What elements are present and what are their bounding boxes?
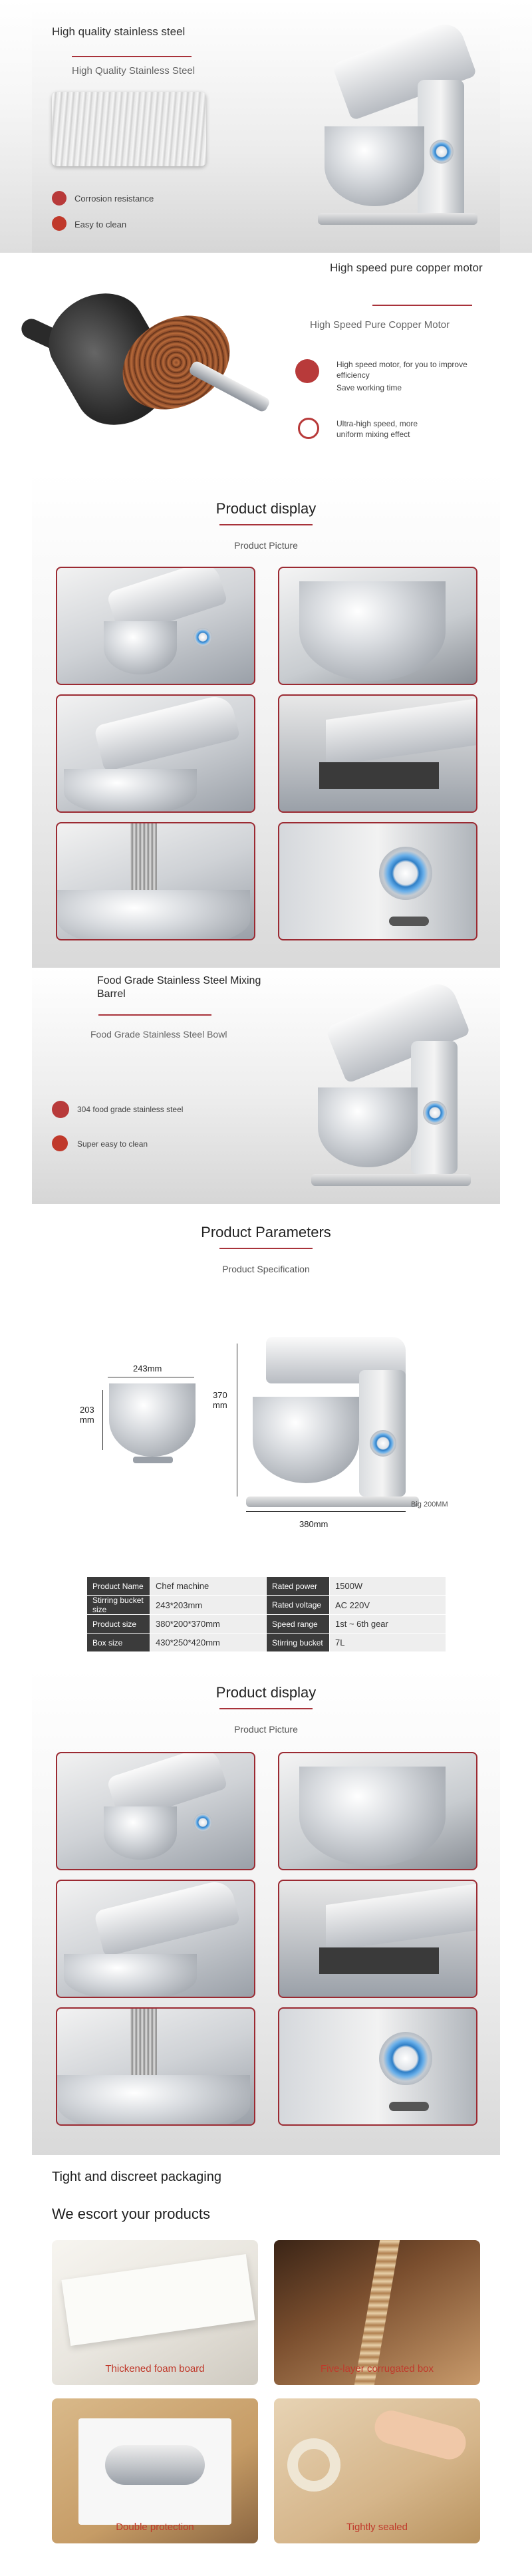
machine-height-label: 370 mm [213, 1390, 227, 1410]
param-name: Stirring bucket size [87, 1596, 150, 1615]
section-title: High speed pure copper motor [330, 261, 483, 274]
param-value: 430*250*420mm [150, 1634, 267, 1652]
product-photo [56, 694, 255, 813]
section-subtitle: Product Picture [234, 540, 298, 551]
copper-motor-image [20, 279, 273, 446]
section-parameters [0, 1204, 532, 1669]
packaging-photo [52, 2240, 258, 2385]
section-title: Tight and discreet packaging [52, 2170, 221, 2184]
section-title: Product Parameters [201, 1224, 331, 1240]
product-photo [278, 1880, 477, 1998]
section-title: High quality stainless steel [52, 25, 186, 38]
big-dimension-label: Big 200MM [411, 1501, 448, 1508]
steel-icon [52, 1101, 69, 1118]
packaging-label: Double protection [116, 2521, 194, 2533]
section-title: Product display [215, 1684, 317, 1701]
param-value: Chef machine [150, 1577, 267, 1596]
feature-text: Easy to clean [74, 219, 127, 229]
section-subtitle: Product Picture [234, 1724, 298, 1735]
packaging-label: Thickened foam board [105, 2363, 205, 2374]
param-value: 7L [330, 1634, 446, 1652]
table-row [87, 1615, 446, 1634]
divider [372, 305, 472, 306]
product-photo [56, 1880, 255, 1998]
param-name: Box size [87, 1634, 150, 1652]
product-photo [56, 567, 255, 685]
feature-text: 304 food grade stainless steel [77, 1105, 184, 1114]
product-photo [278, 822, 477, 940]
bowl-dimension-diagram [80, 1363, 226, 1483]
product-photo [56, 1752, 255, 1870]
param-name: Rated voltage [267, 1596, 330, 1615]
param-name: Product Name [87, 1577, 150, 1596]
packaging-label: Five-layer corrugated box [320, 2363, 434, 2374]
check-icon [298, 418, 319, 439]
divider [72, 56, 192, 57]
param-name: Product size [87, 1615, 150, 1634]
product-photo [56, 822, 255, 940]
gear-icon [52, 191, 66, 206]
section-title: Food Grade Stainless Steel Mixing Barrel [97, 975, 261, 1000]
param-value: 1st ~ 6th gear [330, 1615, 446, 1634]
machine-width-label: 380mm [299, 1519, 329, 1529]
product-photo [278, 567, 477, 685]
divider [98, 1014, 211, 1016]
table-row [87, 1634, 446, 1652]
section-subtitle: We escort your products [52, 2206, 211, 2222]
section-subtitle: Food Grade Stainless Steel Bowl [90, 1029, 227, 1040]
packaging-photo [52, 2398, 258, 2543]
feature-text-secondary: uniform mixing effect [336, 430, 410, 439]
packaging-label: Tightly sealed [346, 2521, 408, 2533]
product-photo [278, 1752, 477, 1870]
bowl-height-label: 203 mm [80, 1405, 94, 1425]
section-product-display-1 [0, 472, 532, 968]
divider [219, 1708, 313, 1709]
stand-mixer-image [318, 27, 484, 226]
section-product-display-2 [0, 1669, 532, 2155]
parameters-table [86, 1576, 446, 1652]
table-row [87, 1596, 446, 1615]
stainless-steel-sample [52, 92, 206, 166]
stand-mixer-image [311, 994, 477, 1194]
product-photo [278, 2007, 477, 2126]
param-value: 243*203mm [150, 1596, 267, 1615]
packaging-photo [274, 2240, 480, 2385]
section-subtitle: High Speed Pure Copper Motor [310, 319, 450, 331]
gear-icon [295, 359, 319, 383]
param-name: Speed range [267, 1615, 330, 1634]
param-value: 1500W [330, 1577, 446, 1596]
feature-text-secondary: Save working time [336, 383, 402, 392]
divider [219, 524, 313, 525]
product-photo [56, 2007, 255, 2126]
product-photo [278, 694, 477, 813]
param-name: Stirring bucket [267, 1634, 330, 1652]
table-row [87, 1577, 446, 1596]
section-title: Product display [215, 500, 317, 517]
param-value: 380*200*370mm [150, 1615, 267, 1634]
drop-icon [52, 1135, 68, 1151]
section-mixing-bowl [0, 968, 532, 1204]
feature-text: Corrosion resistance [74, 194, 154, 204]
section-subtitle: Product Specification [222, 1264, 310, 1274]
section-copper-motor [0, 253, 532, 472]
param-value: AC 220V [330, 1596, 446, 1615]
packaging-photo [274, 2398, 480, 2543]
drop-icon [52, 216, 66, 231]
machine-dimension-diagram [213, 1330, 466, 1523]
divider [219, 1248, 313, 1249]
bowl-width-label: 243mm [133, 1363, 162, 1373]
feature-text: Super easy to clean [77, 1139, 148, 1149]
section-subtitle: High Quality Stainless Steel [72, 65, 196, 76]
feature-text: High speed motor, for you to improve efficiency [336, 360, 467, 380]
section-packaging [0, 2155, 532, 2576]
section-stainless-steel [0, 0, 532, 253]
feature-text: Ultra-high speed, more [336, 419, 418, 428]
param-name: Rated power [267, 1577, 330, 1596]
